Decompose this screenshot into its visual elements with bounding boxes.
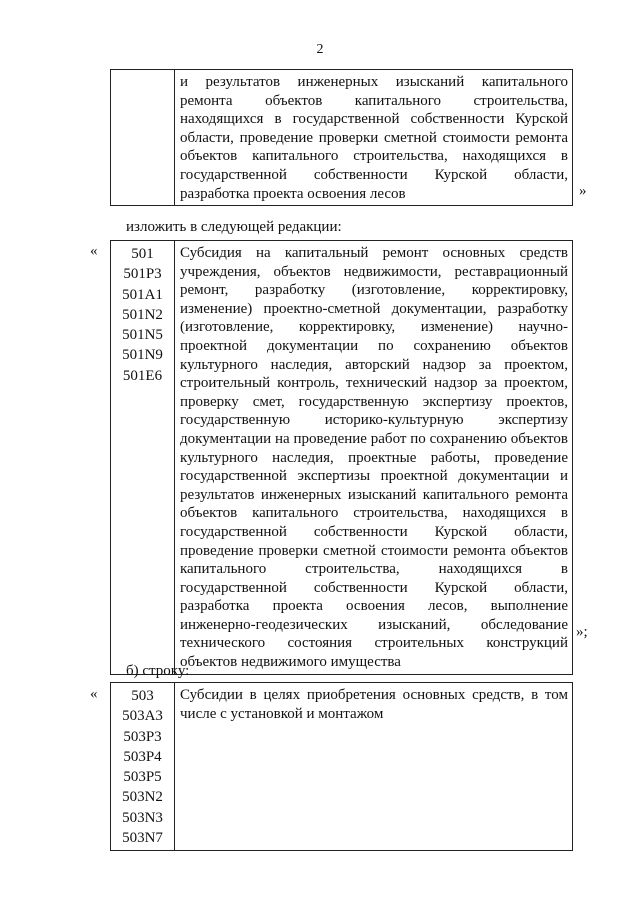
code-cell: [111, 70, 175, 206]
code-item: 503N7: [122, 830, 163, 847]
code-item: 501Р3: [123, 266, 162, 283]
code-item: 501А1: [122, 286, 163, 303]
opening-quote: «: [90, 686, 98, 702]
code-item: 501Е6: [122, 367, 163, 384]
code-item: 501N9: [122, 347, 163, 364]
code-item: 501N5: [122, 327, 163, 344]
instruction-text-b: б) строку:: [126, 663, 190, 679]
code-item: 503А3: [122, 708, 163, 725]
closing-quote: »;: [576, 624, 588, 640]
code-item: 501N2: [122, 306, 163, 323]
closing-quote: »: [579, 183, 587, 199]
table-row-b: [110, 682, 573, 851]
description-cell: и результатов инженерных изысканий капитального ремонта объектов капитального строительства, находящихся в государственной собственности Курской области, проведение проверки сметной стоимости ремонта объектов капитального строительства, находящихся в государственной собственности Курской области, разработка проекта освоения лесов: [175, 70, 573, 206]
code-item: 503Р5: [123, 769, 162, 786]
code-cell: [111, 241, 175, 675]
code-item: 503: [131, 688, 154, 704]
page-number: 2: [316, 42, 324, 57]
table-continuation: [110, 69, 573, 206]
code-item: 503Р3: [123, 728, 162, 745]
code-cell: [111, 683, 175, 851]
table-row: [111, 241, 573, 675]
table-new-edition: [110, 240, 573, 675]
table-row: [111, 70, 573, 206]
code-item: 503N2: [122, 789, 163, 806]
description-cell: Субсидия на капитальный ремонт основных средств учреждения, объектов недвижимости, реставрационный ремонт, разработку (изготовление, корректировку, изменение) проектно-сметной документации, разработку (изготовление, корректировку, изменение) научно-проектной документации по сохранению объектов культурного наследия, авторский надзор за проектом, строительный контроль, технический надзор за проектом, проверку смет, государственную экспертизу проектов, государственную историко-культурную экспертизу документации на проведение работ по сохранению объектов культурного наследия, проектные работы, проведение государственной экспертизы проектной документации и результатов инженерных изысканий капитального ремонта объектов капитального строительства, находящихся в государственной собственности Курской области, проведение проверки сметной стоимости ремонта объектов капитального строительства, находящихся в государственной собственности Курской области, разработка проекта освоения лесов, выполнение инженерно-геодезических изысканий, обследование технического состояния строительных конструкций объектов недвижимого имущества: [175, 241, 573, 675]
instruction-text: изложить в следующей редакции:: [126, 219, 342, 235]
code-item: 501: [131, 246, 154, 262]
code-item: 503Р4: [123, 748, 162, 765]
opening-quote: «: [90, 243, 98, 259]
code-item: 503N3: [122, 809, 163, 826]
description-cell: Субсидии в целях приобретения основных средств, в том числе с установкой и монтажом: [175, 683, 573, 851]
table-row: [111, 683, 573, 851]
